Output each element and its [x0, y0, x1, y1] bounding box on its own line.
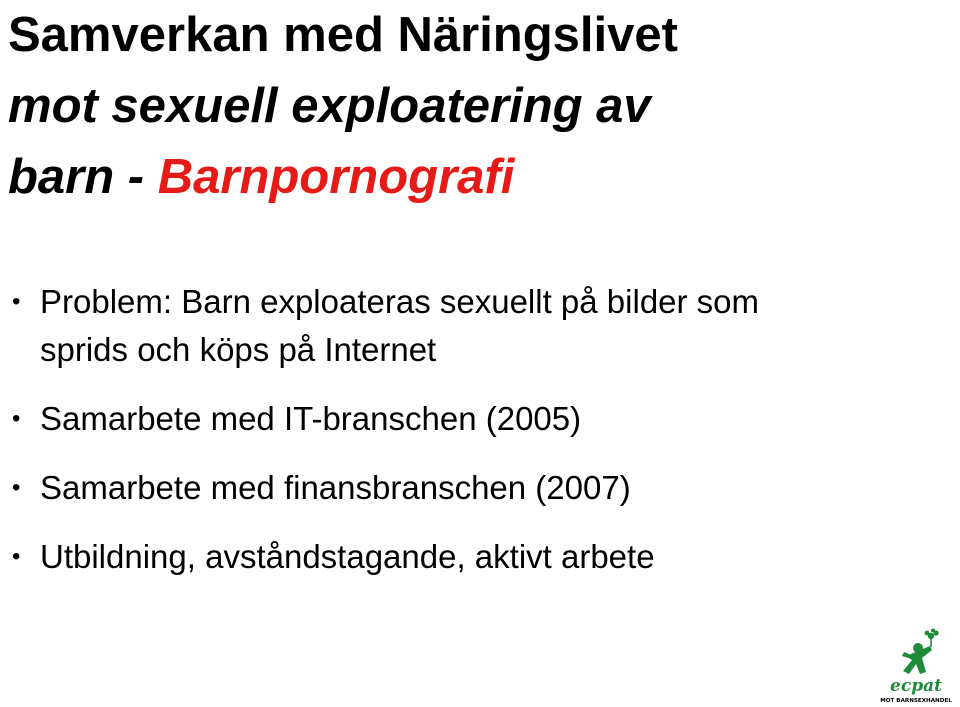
bullet-dot-icon: • — [12, 288, 21, 315]
bullet-text: Samarbete med IT-branschen (2005) — [40, 400, 582, 437]
title-line-3-prefix: barn - — [8, 150, 158, 204]
bullet-item-education — [0, 533, 940, 581]
bullet-dot-icon: • — [12, 543, 21, 570]
logo-tagline: MOT BARNSEXHANDEL — [880, 698, 952, 704]
title-line-2: mot sexuell exploatering av — [8, 79, 651, 133]
tree-icon — [925, 629, 939, 648]
bullet-item-finance — [0, 464, 940, 512]
ecpat-logo — [876, 628, 956, 704]
title-accent: Barnpornografi — [157, 150, 515, 204]
figure-icon — [902, 643, 932, 674]
bullet-text: Utbildning, avståndstagande, aktivt arbete — [40, 538, 655, 575]
bullet-item-it — [0, 395, 940, 443]
bullet-dot-icon: • — [12, 405, 21, 432]
bullet-dot-icon: • — [12, 474, 21, 501]
bullet-text: Problem: Barn exploateras sexuellt på bilder som — [40, 283, 760, 320]
logo-wordmark: ecpat — [890, 676, 942, 696]
title-line-3 — [8, 142, 948, 213]
bullet-text: Samarbete med finansbranschen (2007) — [40, 469, 631, 506]
bullet-list — [0, 278, 940, 602]
bullet-text-continuation: sprids och köps på Internet — [40, 331, 437, 368]
slide-title — [8, 0, 948, 213]
title-line-1: Samverkan med Näringslivet — [8, 8, 678, 62]
bullet-item-problem — [0, 278, 940, 374]
